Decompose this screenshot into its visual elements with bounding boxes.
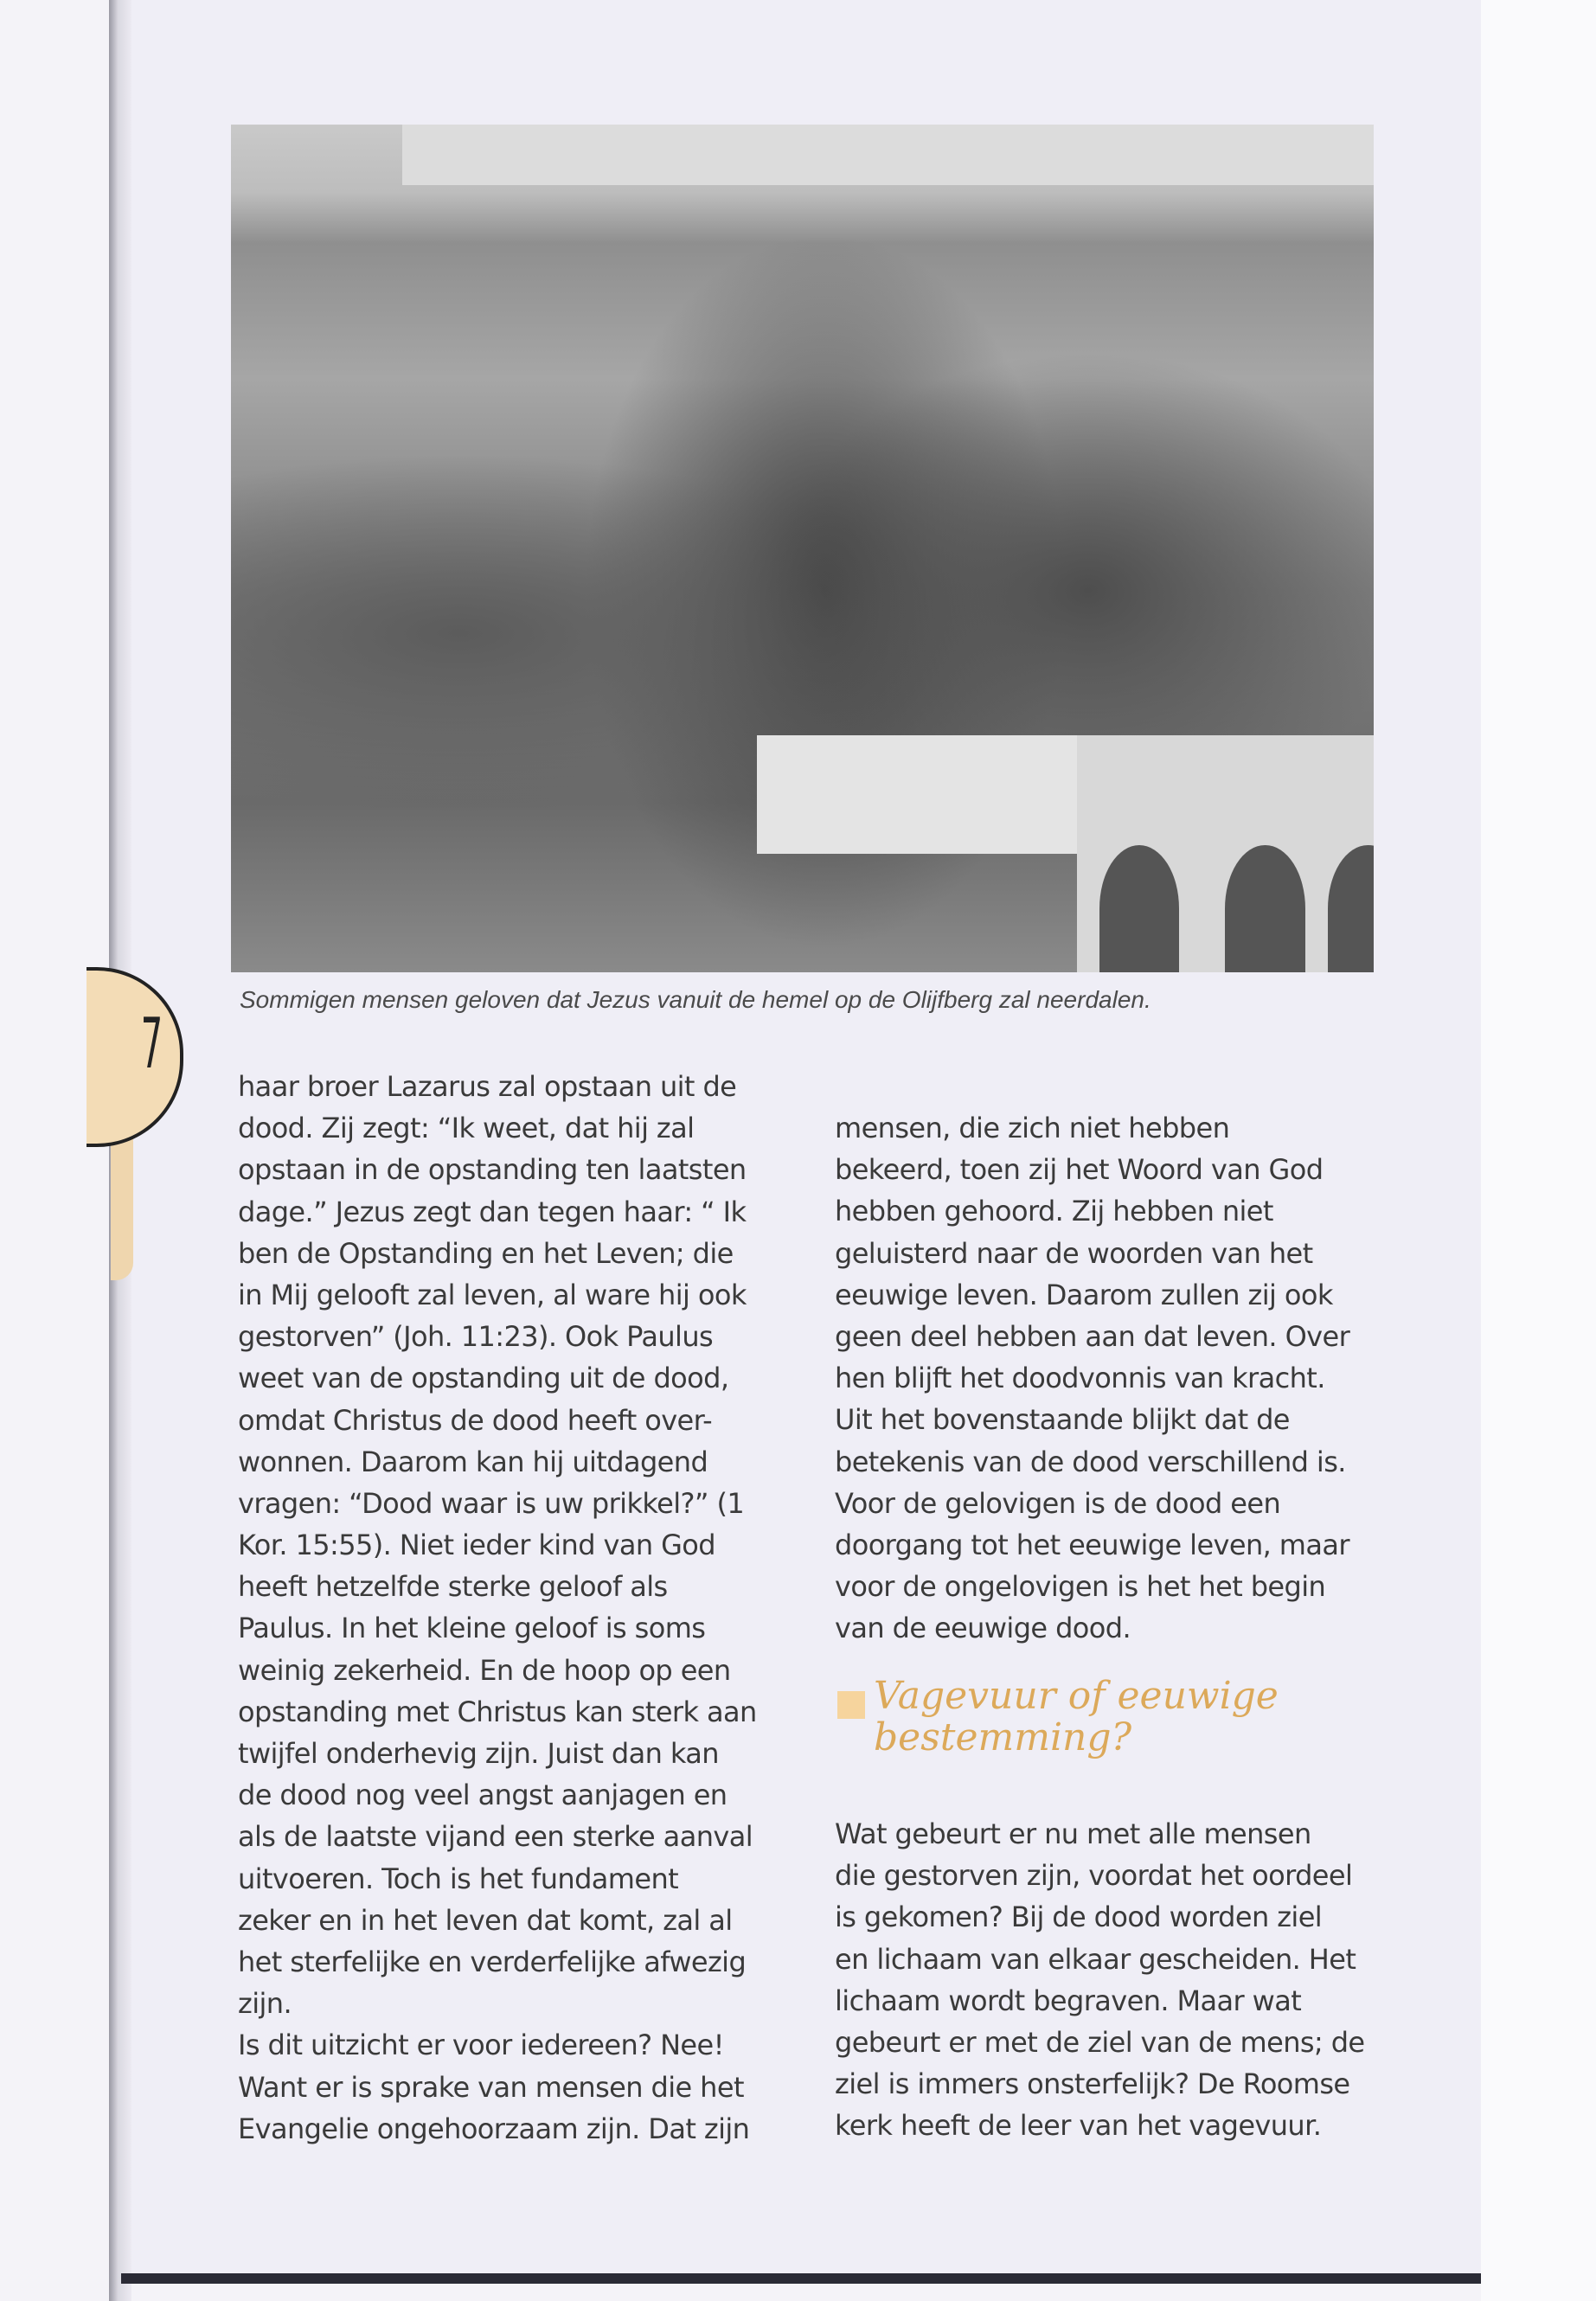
text-line: dage.” Jezus zegt dan tegen haar: “ Ik <box>238 1195 747 1228</box>
right-column-text-bottom <box>835 1813 1365 2147</box>
text-line: is gekomen? Bij de dood worden ziel <box>835 1900 1323 1934</box>
text-line: Want er is sprake van mensen die het <box>238 2070 744 2104</box>
text-line: Uit het bovenstaande blijkt dat de <box>835 1403 1290 1437</box>
text-line: geluisterd naar de woorden van het <box>835 1236 1313 1270</box>
text-line: bekeerd, toen zij het Woord van God <box>835 1153 1324 1187</box>
text-line: het sterfelijke en verderfelijke afwezig <box>238 1945 747 1978</box>
text-line: als de laatste vijand een sterke aanval <box>238 1820 753 1854</box>
text-line: opstanding met Christus kan sterk aan <box>238 1695 757 1728</box>
text-line: vragen: “Dood waar is uw prikkel?” (1 <box>238 1486 745 1520</box>
text-line: opstaan in de opstanding ten laatsten <box>238 1153 747 1187</box>
page-bottom-edge <box>121 2273 1481 2284</box>
text-line: haar broer Lazarus zal opstaan uit de <box>238 1070 737 1103</box>
text-line: twijfel onderhevig zijn. Juist dan kan <box>238 1737 719 1770</box>
text-line: heeft hetzelfde sterke geloof als <box>238 1570 668 1604</box>
text-line: Paulus. In het kleine geloof is soms <box>238 1612 706 1645</box>
text-line: weet van de opstanding uit de dood, <box>238 1362 729 1395</box>
olive-mountain-photo <box>231 125 1374 972</box>
heading-line: Vagevuur of eeuwige <box>874 1674 1279 1718</box>
text-line: dood. Zij zegt: “Ik weet, dat hij zal <box>238 1112 695 1145</box>
text-line: kerk heeft de leer van het vagevuur. <box>835 2109 1322 2143</box>
text-line: zijn. <box>238 1987 292 2021</box>
text-line: en lichaam van elkaar gescheiden. Het <box>835 1942 1356 1976</box>
text-line: zeker en in het leven dat komt, zal al <box>238 1903 733 1937</box>
text-line: wonnen. Daarom kan hij uitdagend <box>238 1445 708 1478</box>
text-line: die gestorven zijn, voordat het oordeel <box>835 1859 1353 1893</box>
photo-arch <box>1099 845 1179 972</box>
text-line: de dood nog veel angst aanjagen en <box>238 1779 727 1812</box>
text-line: mensen, die zich niet hebben <box>835 1112 1230 1144</box>
text-line: Evangelie ongehoorzaam zijn. Dat zijn <box>238 2112 750 2145</box>
text-line: lichaam wordt begraven. Maar wat <box>835 1984 1302 2017</box>
text-line: hen blijft het doodvonnis van kracht. <box>835 1362 1325 1395</box>
text-line: Voor de gelovigen is de dood een <box>835 1486 1281 1520</box>
text-line: Is dit uitzicht er voor iedereen? Nee! <box>238 2029 724 2062</box>
text-line: gebeurt er met de ziel van de mens; de <box>835 2025 1365 2059</box>
text-line: doorgang tot het eeuwige leven, maar <box>835 1528 1349 1561</box>
page-margin <box>1481 0 1596 2301</box>
right-column-text-top <box>835 1107 1349 1649</box>
text-line: ben de Opstanding en het Leven; die <box>238 1236 734 1270</box>
text-line: omdat Christus de dood heeft over- <box>238 1403 713 1437</box>
left-column-text <box>238 1066 757 2150</box>
chapter-tab-number: 7 <box>140 1003 163 1084</box>
heading-text <box>874 1676 1279 1759</box>
text-line: weinig zekerheid. En de hoop op een <box>238 1653 731 1687</box>
heading-square-icon <box>837 1691 865 1719</box>
photo-caption: Sommigen mensen geloven dat Jezus vanuit de hemel op de Olijfberg zal neerdalen. <box>240 986 1151 1013</box>
heading-line: bestemming? <box>874 1715 1132 1759</box>
text-line: ziel is immers onsterfelijk? De Roomse <box>835 2067 1350 2101</box>
text-line: van de eeuwige dood. <box>835 1612 1131 1645</box>
text-line: betekenis van de dood verschillend is. <box>835 1445 1346 1478</box>
text-line: Wat gebeurt er nu met alle mensen <box>835 1817 1311 1850</box>
photo-sky <box>402 125 1374 185</box>
text-line: voor de ongelovigen is het het begin <box>835 1570 1326 1604</box>
text-line: hebben gehoord. Zij hebben niet <box>835 1195 1273 1228</box>
photo-arch <box>1225 845 1304 972</box>
text-line: eeuwige leven. Daarom zullen zij ook <box>835 1278 1333 1311</box>
text-line: in Mij gelooft zal leven, al ware hij ook <box>238 1278 747 1311</box>
text-line: gestorven” (Joh. 11:23). Ook Paulus <box>238 1320 714 1354</box>
text-line: geen deel hebben aan dat leven. Over <box>835 1319 1350 1353</box>
text-line: Kor. 15:55). Niet ieder kind van God <box>238 1529 715 1562</box>
text-line: uitvoeren. Toch is het fundament <box>238 1862 679 1895</box>
